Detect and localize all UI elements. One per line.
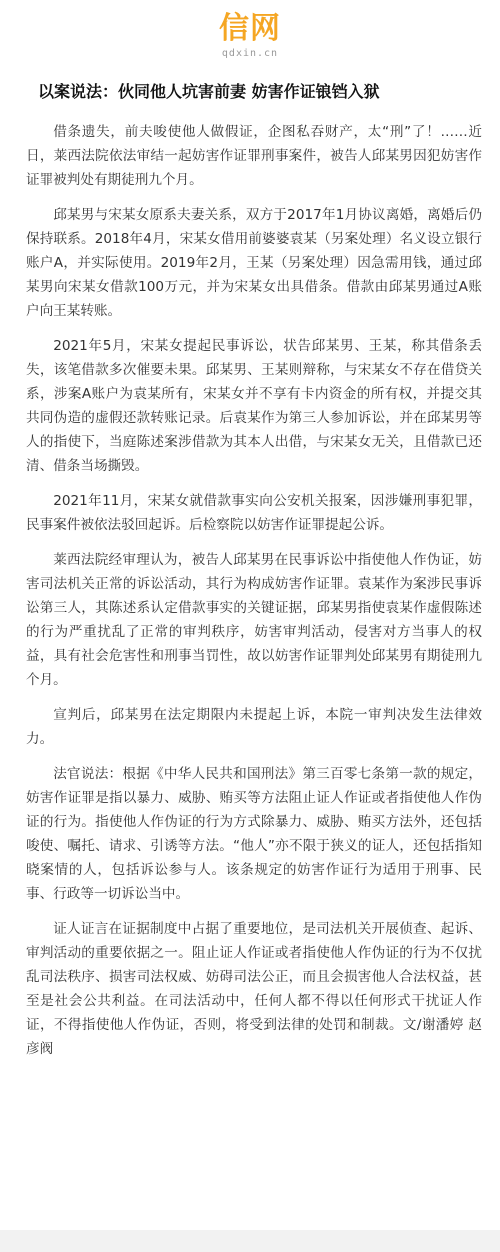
article-title: 以案说法：伙同他人坑害前妻 妨害作证锒铛入狱	[38, 82, 380, 101]
paragraph: 2021年11月，宋某女就借款事实向公安机关报案，因涉嫌刑事犯罪，民事案件被依法驳回起诉。后检察院以妨害作证罪提起公诉。	[26, 493, 482, 533]
paragraph: 宣判后，邱某男在法定期限内未提起上诉，本院一审判决发生法律效力。	[26, 707, 482, 747]
footer-bar	[0, 1230, 500, 1252]
paragraph: 莱西法院经审理认为，被告人邱某男在民事诉讼中指使他人作伪证，妨害司法机关正常的诉讼活动，其行为构成妨害作证罪。袁某作为案涉民事诉讼第三人，其陈述系认定借款事实的关键证据，邱某男指使袁某作虚假陈述的行为严重扰乱了正常的审判秩序，妨害审判活动，侵害对方当事人的权益，具有社会危害性和刑事当罚性，故以妨害作证罪判处邱某男有期徒刑九个月。	[26, 552, 482, 688]
paragraph: 2021年5月，宋某女提起民事诉讼，状告邱某男、王某，称其借条丢失，该笔借款多次催要未果。邱某男、王某则辩称，与宋某女不存在借贷关系，涉案A账户为袁某所有，宋某女并不享有卡内资金的所有权，并提交其共同伪造的虚假还款转账记录。后袁某作为第三人参加诉讼，并在邱某男等人的指使下，当庭陈述案涉借款为其本人出借，与宋某女无关，且借款已还清、借条当场撕毁。	[26, 338, 482, 474]
logo-wordmark: 信网	[219, 11, 281, 46]
paragraph: 证人证言在证据制度中占据了重要地位，是司法机关开展侦查、起诉、审判活动的重要依据之一。阻止证人作证或者指使他人作伪证的行为不仅扰乱司法秩序、损害司法权威、妨碍司法公正，而且会损害他人合法权益，甚至是社会公共利益。在司法活动中，任何人都不得以任何形式干扰证人作证，不得指使他人作伪证，否则，将受到法律的处罚和制裁。文/谢潘婷 赵彦阀	[26, 921, 482, 1057]
paragraph: 法官说法：根据《中华人民共和国刑法》第三百零七条第一款的规定，妨害作证罪是指以暴力、威胁、贿买等方法阻止证人作证或者指使他人作伪证的行为。指使他人作伪证的行为方式除暴力、威胁、贿买方法外，还包括唆使、嘱托、请求、引诱等方法。“他人”亦不限于狭义的证人，还包括指知晓案情的人，包括诉讼参与人。该条规定的妨害作证行为适用于刑事、民事、行政等一切诉讼当中。	[26, 766, 482, 902]
site-logo[interactable]	[0, 12, 500, 60]
paragraph: 邱某男与宋某女原系夫妻关系，双方于2017年1月协议离婚，离婚后仍保持联系。2018年4月，宋某女借用前婆婆袁某（另案处理）名义设立银行账户A，并实际使用。2019年2月，王某（另案处理）因急需用钱，通过邱某男向宋某女借款100万元，并为宋某女出具借条。借款由邱某男通过A账户向王某转账。	[26, 207, 482, 319]
article-body	[26, 120, 482, 1072]
logo-domain: qdxin.cn	[221, 48, 279, 59]
paragraph: 借条遗失，前夫唆使他人做假证，企图私吞财产，太“刑”了！……近日，莱西法院依法审结一起妨害作证罪刑事案件，被告人邱某男因犯妨害作证罪被判处有期徒刑九个月。	[26, 124, 482, 188]
